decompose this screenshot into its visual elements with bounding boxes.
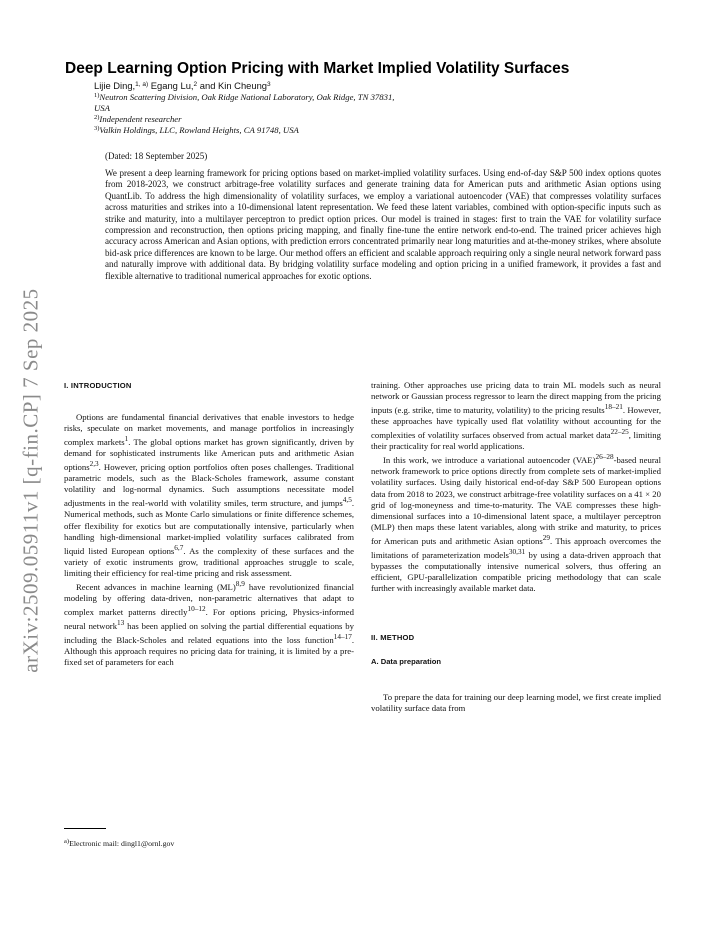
author-names	[94, 80, 634, 92]
date-line: (Dated: 18 September 2025)	[105, 151, 208, 161]
affiliation-1-text: Neutron Scattering Division, Oak Ridge National Laboratory, Oak Ridge, TN 37831,	[99, 92, 395, 102]
affiliation-1-continued: USA	[94, 103, 110, 113]
author-2: Egang Lu,	[148, 80, 194, 91]
affiliation-3	[94, 125, 634, 136]
author-3: and Kin Cheung	[197, 80, 268, 91]
citation: 29	[542, 533, 550, 542]
citation: 18–21	[604, 403, 623, 412]
citation: 14–17	[333, 632, 352, 641]
intro-paragraph-4: In this work, we introduce a variational autoencoder (VAE)$^{26-28}$-based neural network framework to price options directly from complete sets of market-implied volatility surfaces. Using daily historical end-of-day S&P 500 European options data from 2018 to 2023, we construct arbitrage-free volatility surfaces on a 41 × 20 grid of log-moneyness and time-to-maturity. The VAE compresses these high-dimensional surfaces into a 10-dimensional latent space, a multilayer perceptron (MLP) then maps these latent variables, along with strike and maturity, to prices for American puts and arithmetic Asian options$^{29}$. This approach overcomes the limitations of parameterization models$^{30,31}$ by using a data-driven approach that bypasses the computationally intensive numerical solvers, thus offering an efficient, GPU-parallelization compatible pricing methodology that can scale further with increasingly available market data.	[371, 453, 661, 594]
affiliation-2-text: Independent researcher	[99, 114, 182, 124]
citation: 30,31	[508, 547, 526, 556]
citation: 1	[124, 435, 129, 444]
intro-paragraph-1: Options are fundamental financial derivatives that enable investors to hedge risks, speculate on market movements, and manage portfolios in increasingly complex markets$^1$. The global options market has grown significantly, driven by demand for sophisticated instruments like American puts and arithmetic Asian options$^{2,3}$. However, pricing option portfolios often poses challenges. Traditional parametric models, such as the Black-Scholes framework, assume constant volatility and log-normal dynamics. Such assumptions necessitate model adjustments in the real-world with volatility smiles, term structure, and jumps$^{4,5}$. Numerical methods, such as Monte Carlo simulations or finite difference schemes, offer flexibility for exotics but are computationally intensive, particularly when handling high-dimensional market-implied volatility surfaces calibrated from liquid listed European options$^{6,7}$. As the complexity of these surfaces and the variety of exotic instruments grow, traditional approaches struggle to scale, limiting their efficiency for real-time pricing and risk assessment.	[64, 412, 354, 578]
method-heading-block	[371, 632, 661, 656]
affiliation-2-mark: 2)	[94, 114, 100, 121]
footnote-rule	[64, 828, 106, 829]
subsection-heading-data-preparation: A. Data preparation	[371, 657, 442, 667]
affiliation-2	[94, 114, 634, 125]
citation: 6,7	[174, 543, 184, 552]
section-heading-method: II. METHOD	[371, 633, 415, 643]
citation: 22–25	[610, 428, 629, 437]
footnote-mark: a)	[64, 838, 70, 845]
citation: 4,5	[342, 496, 352, 505]
footnote-email: Electronic mail: dingl1@ornl.gov	[69, 839, 175, 848]
author-1: Lijie Ding,	[94, 80, 136, 91]
arxiv-identifier-stamp	[14, 245, 48, 715]
author-3-affil-mark: 3	[267, 81, 271, 88]
author-2-affil-mark: 2	[193, 81, 198, 88]
paper-title: Deep Learning Option Pricing with Market Implied Volatility Surfaces	[65, 60, 570, 77]
affiliation-1	[94, 92, 634, 103]
right-column	[371, 380, 661, 714]
citation: 10–12	[187, 604, 206, 613]
affiliation-3-text: Valkin Holdings, LLC, Rowland Heights, CA 91748, USA	[99, 125, 299, 135]
affiliation-1-mark: 1)	[94, 92, 100, 99]
footnote	[64, 839, 174, 848]
left-column	[64, 380, 354, 668]
citation: 26–28	[595, 453, 614, 462]
citation: 2,3	[89, 460, 99, 469]
abstract: We present a deep learning framework for pricing options based on market-implied volatility surfaces. Using end-of-day S&P 500 index options quotes from 2018-2023, we construct arbitrage-free volatility surfaces and generate training data for American puts and arithmetic Asian options using QuantLib. To address the high dimensionality of volatility surfaces, we employ a variational autoencoder (VAE) that compresses volatility surfaces across maturities and strikes into a 10-dimensional latent representation. We feed these latent variables, combined with option-specific inputs such as strike and maturity, into a multilayer perceptron to predict option prices. Our model is trained in stages: first to train the VAE for volatility surface compression and reconstruction, then options pricing mapping, and finally fine-tune the entire network end-to-end. The trained pricer achieves high accuracy across American and Asian options, with prediction errors concentrated primarily near long maturities and at-the-money strikes, where absolute bid-ask price differences are known to be large. Our method offers an efficient and scalable approach requiring only a single neural network forward pass and naturally improve with additional data. By bridging volatility surface modeling and option pricing in a unified framework, it provides a fast and flexible alternative to traditional numerical approaches for exotic options.	[105, 168, 661, 281]
citation: 8,9	[235, 579, 245, 588]
affiliation-3-mark: 3)	[94, 125, 100, 132]
method-paragraph-1: To prepare the data for training our deep learning model, we first create implied volatility surface data from	[371, 692, 661, 714]
citation: 13	[117, 618, 125, 627]
author-block	[94, 80, 634, 136]
intro-paragraph-2: Recent advances in machine learning (ML)$^{8,9}$ have revolutionized financial modeling by offering data-driven, non-parametric alternatives that adapt to complex market patterns directly$^{10-12}$. For options pricing, Physics-informed neural network$^{13}$ has been applied on solving the partial differential equations by including the Black-Scholes and related equations into the loss function$^{14-17}$. Although this approach requires no pricing data for training, it is limited by a pre-fixed set of parameters for each	[64, 579, 355, 667]
author-1-affil-mark: 1, a)	[135, 81, 149, 88]
section-heading-introduction: I. INTRODUCTION	[64, 381, 132, 390]
intro-paragraph-3: training. Other approaches use pricing data to train ML models such as neural network or Gaussian process regressor to learn the direct mapping from the pricing inputs (e.g. strike, time to maturity, volatility) to the pricing results$^{18-21}$. However, these approaches have typically used flat volatility without accounting for the complexities of volatility surfaces observed from actual market data$^{22-25}$, limiting their practicality for real world applications.	[371, 380, 662, 452]
arxiv-identifier-text: arXiv:2509.05911v1 [q-fin.CP] 7 Sep 2025	[18, 287, 43, 673]
intro-heading-block	[64, 380, 354, 412]
